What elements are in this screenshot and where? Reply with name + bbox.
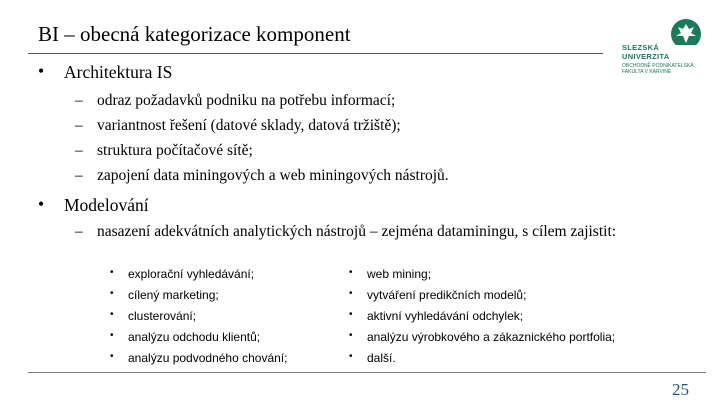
page-number: 25 — [672, 380, 689, 399]
slide-title: BI – obecná kategorizace komponent — [38, 22, 351, 46]
section-heading: Modelování — [64, 195, 149, 215]
bullet-icon: • — [38, 194, 45, 214]
university-logo — [622, 15, 707, 95]
logo-faculty: OBCHODNĚ PODNIKATELSKÁ FAKULTA V KARVINÉ — [622, 63, 694, 75]
section-heading: Architektura IS — [64, 62, 173, 82]
title-divider — [28, 53, 603, 54]
footer-divider — [28, 372, 706, 373]
university-emblem-icon — [622, 15, 707, 45]
modelovani-paragraph: – nasazení adekvátních analytických nástrojů – zejména dataminingu, s cílem zajistit: — [75, 223, 617, 240]
logo-wordmark: SLEZSKÁ UNIVERZITA — [622, 43, 670, 61]
bullet-icon: • — [38, 61, 45, 81]
